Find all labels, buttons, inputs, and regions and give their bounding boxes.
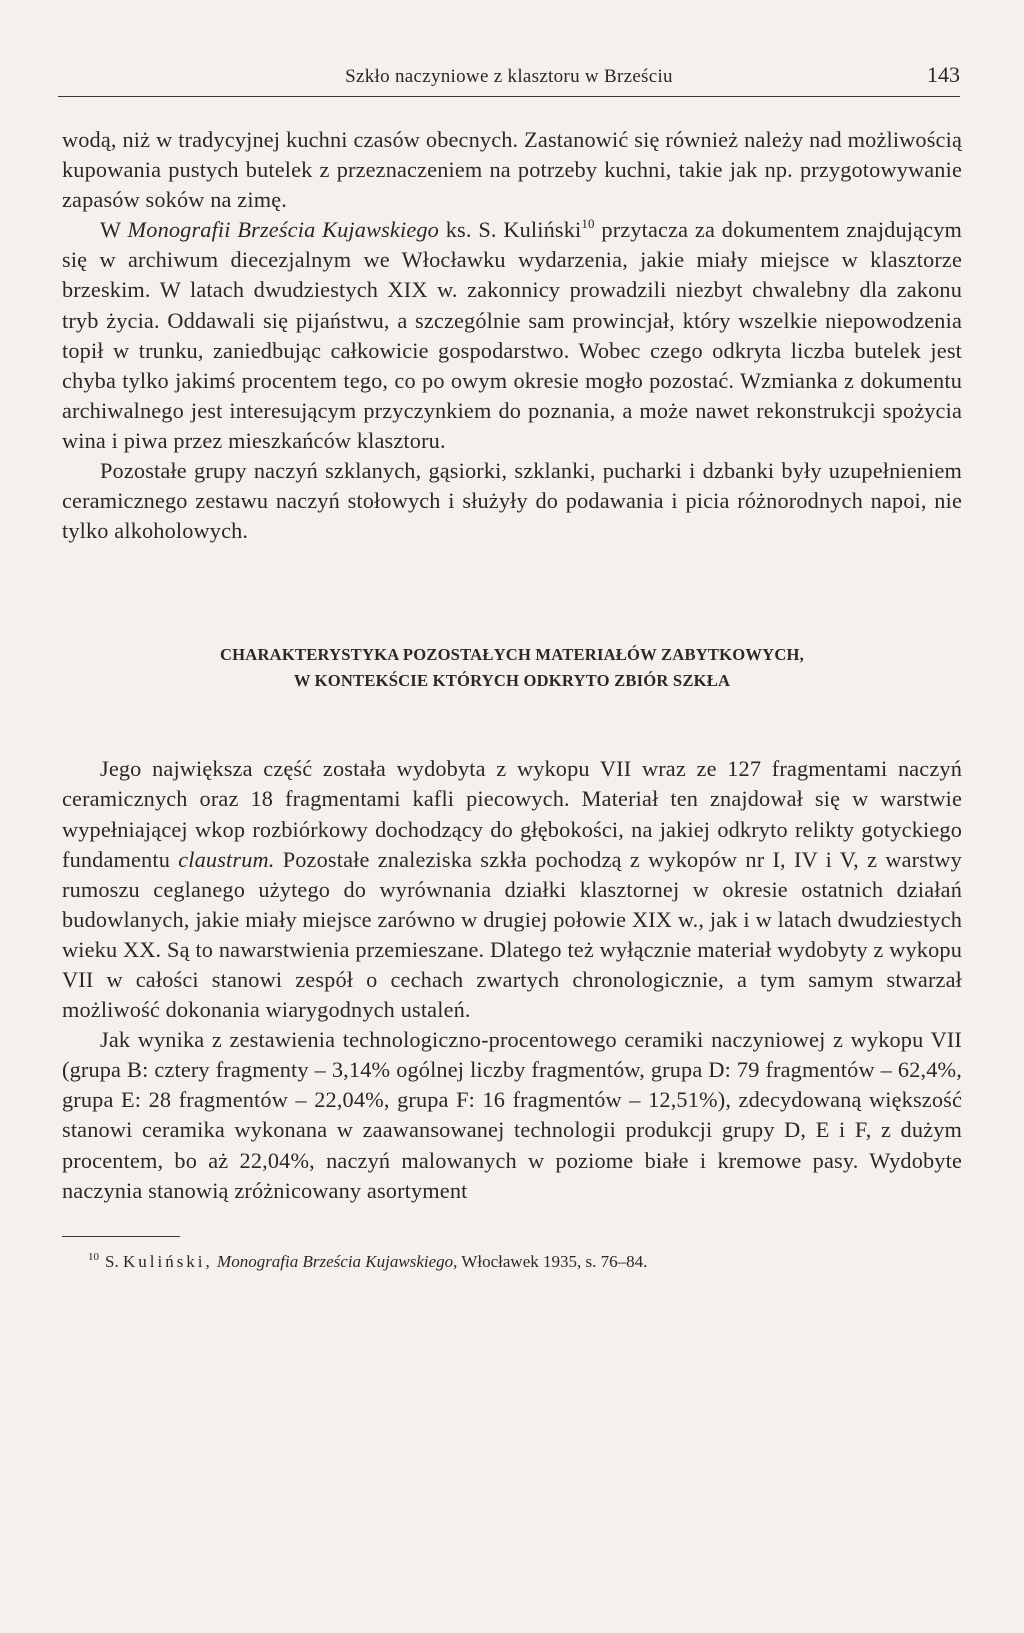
section-heading-line-1: CHARAKTERYSTYKA POZOSTAŁYCH MATERIAŁÓW ZABYTKOWYCH, [219, 645, 805, 665]
paragraph-text: Jego największa część została wydobyta z wykopu VII wraz ze 127 fragmentami naczyń ceramicznych oraz 18 fragmentami kafli piecowych. Materiał ten znajdował się w warstwie wypełniającej wkop rozbiórkowy dochodzący do głębokości, na jakiej odkryto relikty gotyckiego fundamentu [62, 756, 962, 872]
footnote-author-surname: Kuliński, [122, 1251, 213, 1271]
paragraph-text: Pozostałe znaleziska szkła pochodzą z wykopów nr I, IV i V, z warstwy rumoszu ceglanego użytego do wyrównania działki klasztornej w okresie ostatnich działań budowlanych, jakie miały miejsce zarówno w drugiej połowie XIX w., jak i w latach dwudziestych wieku XX. Są to nawarstwienia przemieszane. Dlatego też wyłącznie materiał wydobyty z wykopu VII w całości stanowi zespół o cechach zwartych chronologicznie, a tym samym stwarzał możliwość dokonania wiarygodnych ustaleń. [62, 846, 962, 1023]
paragraph-text: W [100, 217, 128, 243]
footnote-author-initial: S. [105, 1251, 123, 1271]
footnote-divider [62, 1236, 180, 1237]
footnote-reference[interactable]: 10 [581, 215, 595, 231]
paragraph-text: przytacza za dokumentem znajdującym się w archiwum diecezjalnym we Włocławku wydarzenia, jakie miały miejsce w klasztorze brzeskim. W latach dwudziestych XIX w. zakonnicy prowadzili niezbyt chwalebny dla zakonu tryb życia. Oddawali się pijaństwu, a szczególnie sam prowincjał, który wszelkie niepowodzenia topił w trunku, zaniedbując całkowicie gospodarstwo. Wobec czego odkryta liczba butelek jest chyba tylko jakimś procentem tego, co po owym okresie mogło pozostać. Wzmianka z dokumentu archiwalnego jest interesującym przyczynkiem do poznania, a może nawet rekonstrukcji spożycia wina i piwa przez mieszkańców klasztoru. [62, 217, 962, 453]
footnote-number: 10 [88, 1251, 99, 1264]
paragraph-text: Pozostałe grupy naczyń szklanych, gąsiorki, szklanki, pucharki i dzbanki były uzupełnieniem ceramicznego zestawu naczyń stołowych i służyły do podawania i picia różnorodnych napoi, nie tylko alkoholowych. [62, 458, 962, 544]
running-header [58, 60, 960, 97]
page-number: 143 [927, 62, 960, 87]
paragraph-ceramics-stats [62, 1025, 962, 1206]
running-title: Szkło naczyniowe z klasztoru w Brześciu [345, 66, 673, 87]
footnote-title: Monografia Brześcia Kujawskiego, [217, 1251, 458, 1271]
paragraph-text: ks. S. Kuliński [438, 217, 582, 243]
book-title-italic: Monografii Brześcia Kujawskiego [127, 217, 439, 243]
latin-term-italic: claustrum. [178, 846, 275, 872]
footnote [62, 1251, 962, 1273]
section-1-body [62, 125, 962, 546]
paragraph-largest-part [62, 754, 962, 1025]
footnote-rest: Włocławek 1935, s. 76–84. [457, 1251, 648, 1271]
paragraph-text: Jak wynika z zestawienia technologiczno-procentowego ceramiki naczyniowej z wykopu VII (grupa B: cztery fragmenty – 3,14% ogólnej liczby fragmentów, grupa D: 79 fragmentów – 62,4%, grupa E: 28 fragmentów – 22,04%, grupa F: 16 fragmentów – 12,51%), zdecydowaną większość stanowi ceramika wykonana w zaawansowanej technologii produkcji grupy D, E i F, z dużym procentem, bo aż 22,04%, naczyń malowanych w poziome białe i kremowe pasy. Wydobyte naczynia stanowią zróżnicowany asortyment [62, 1027, 962, 1203]
paragraph-monografia [62, 215, 962, 456]
paragraph-other-groups [62, 456, 962, 546]
paragraph-continuation [62, 125, 962, 215]
section-heading-line-2: W KONTEKŚCIE KTÓRYCH ODKRYTO ZBIÓR SZKŁA [293, 671, 731, 691]
paragraph-text: wodą, niż w tradycyjnej kuchni czasów obecnych. Zastanowić się również należy nad możliwością kupowania pustych butelek z przeznaczeniem na potrzeby kuchni, takie jak np. przygotowywanie zapasów soków na zimę. [62, 127, 962, 213]
section-2-body [62, 754, 962, 1205]
section-heading [62, 642, 962, 694]
